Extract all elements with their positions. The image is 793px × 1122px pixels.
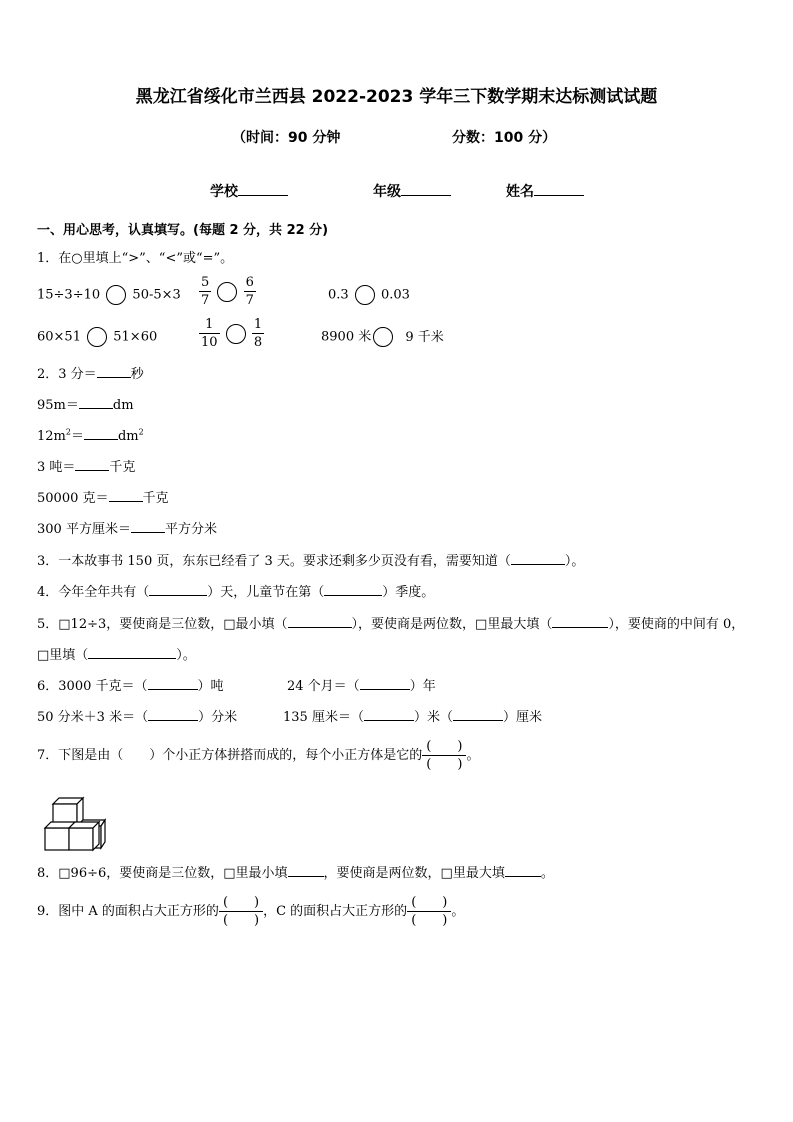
answer-blank[interactable] xyxy=(288,864,324,877)
answer-blank[interactable] xyxy=(97,365,131,378)
superscript: 2 xyxy=(65,427,71,437)
fraction xyxy=(199,318,220,349)
q9 xyxy=(37,896,464,927)
q6-unit: ）米（ xyxy=(413,710,453,725)
answer-blank[interactable] xyxy=(511,552,565,565)
q5-text: 5．□12÷3，要使商是三位数，□最小填（ xyxy=(37,617,288,632)
denominator: 7 xyxy=(201,293,210,308)
answer-blank[interactable] xyxy=(453,708,503,721)
denominator: ( ) xyxy=(407,911,451,927)
answer-blank[interactable] xyxy=(324,583,382,596)
fraction-blank[interactable] xyxy=(407,896,451,927)
answer-blank[interactable] xyxy=(109,489,143,502)
q6-unit: ）分米 xyxy=(198,710,238,725)
answer-blank[interactable] xyxy=(75,458,109,471)
q8-text: ，要使商是两位数，□里最大填 xyxy=(323,866,505,881)
q3-text: 3．一本故事书 150 页，东东已经看了 3 天。要求还剩多少页没有看，需要知道（ xyxy=(37,554,511,569)
q2-text: 95m＝ xyxy=(37,398,79,413)
expr-left: 15÷3÷10 xyxy=(37,287,101,303)
q2-text: 300 平方厘米＝ xyxy=(37,522,131,537)
q2-unit: dm xyxy=(112,398,134,413)
q1-prompt: 1．在○里填上“>”、“<”或“=”。 xyxy=(37,251,234,266)
grade-blank[interactable] xyxy=(401,183,451,196)
answer-blank[interactable] xyxy=(505,864,541,877)
numerator: ( ) xyxy=(222,895,260,910)
q6-unit: ）年 xyxy=(409,679,436,694)
q4-text: 4．今年全年共有（ xyxy=(37,585,150,600)
q6-unit: ）厘米 xyxy=(502,710,542,725)
name-blank[interactable] xyxy=(534,183,584,196)
q6-unit: ）吨 xyxy=(197,679,224,694)
q9-text: 9．图中 A 的面积占大正方形的 xyxy=(37,904,219,919)
q2-line4 xyxy=(37,458,135,474)
compare-circle[interactable] xyxy=(226,324,246,344)
q1-r1c3 xyxy=(328,285,410,305)
q6-line2a xyxy=(37,708,237,724)
section-heading: 一、用心思考，认真填写。(每题 2 分，共 22 分) xyxy=(37,223,329,238)
fraction xyxy=(244,276,256,307)
q1-r1c2 xyxy=(199,276,256,307)
name-field xyxy=(506,183,584,199)
q2-text: 3 吨＝ xyxy=(37,460,76,475)
q7-text: 7．下图是由（ ）个小正方体拼搭而成的，每个小正方体是它的 xyxy=(37,748,423,763)
expr-left: 8900 米 xyxy=(321,329,372,345)
q2-unit: 千克 xyxy=(109,460,136,475)
compare-circle[interactable] xyxy=(106,285,126,305)
grade-label: 年级 xyxy=(373,184,401,200)
q1-r1c1 xyxy=(37,285,181,305)
answer-blank[interactable] xyxy=(364,708,414,721)
compare-circle[interactable] xyxy=(373,327,393,347)
q4 xyxy=(37,583,434,599)
q1-r2c3 xyxy=(321,327,444,347)
q2-unit: 千克 xyxy=(142,491,169,506)
fraction xyxy=(199,276,211,307)
q2-line6 xyxy=(37,520,217,536)
q3 xyxy=(37,552,584,568)
fraction-blank[interactable] xyxy=(422,740,466,771)
exam-time: （时间：90 分钟 xyxy=(232,130,341,146)
q7 xyxy=(37,740,479,771)
q2-text: 2．3 分＝ xyxy=(37,367,97,382)
numerator: 5 xyxy=(201,275,210,290)
q2-line2 xyxy=(37,396,134,412)
q5-line2 xyxy=(37,646,196,662)
q1-r2c2 xyxy=(199,318,264,349)
numerator: 1 xyxy=(253,317,263,332)
q5-text: ），要使商的中间有 0， xyxy=(608,617,745,632)
q2-text: 12m xyxy=(37,429,66,444)
name-label: 姓名 xyxy=(506,184,534,200)
q6-line2b xyxy=(283,708,542,724)
q4-text: ）天，儿童节在第（ xyxy=(207,585,325,600)
q6-line1b xyxy=(287,677,436,693)
answer-blank[interactable] xyxy=(148,677,198,690)
q6-line1a xyxy=(37,677,224,693)
q4-end: ）季度。 xyxy=(382,585,435,600)
denominator: ( ) xyxy=(219,911,263,927)
denominator: 7 xyxy=(245,293,254,308)
expr-right: 50-5×3 xyxy=(132,287,181,303)
q5-end: ）。 xyxy=(176,648,196,663)
answer-blank[interactable] xyxy=(84,427,118,440)
expr-right: 9 千米 xyxy=(405,329,444,345)
q1-r2c1 xyxy=(37,327,157,347)
answer-blank[interactable] xyxy=(131,520,165,533)
q5-line1 xyxy=(37,615,744,631)
q7-end: 。 xyxy=(466,748,480,763)
q5-text: □里填（ xyxy=(37,648,89,663)
numerator: ( ) xyxy=(426,739,463,754)
numerator: 1 xyxy=(205,317,214,332)
q6-text: 24 个月＝（ xyxy=(287,679,360,694)
exam-score: 分数：100 分） xyxy=(452,130,557,146)
q9-end: 。 xyxy=(451,904,465,919)
school-blank[interactable] xyxy=(238,183,288,196)
q2-line5 xyxy=(37,489,169,505)
denominator: ( ) xyxy=(422,755,466,771)
page-title: 黑龙江省绥化市兰西县 2022-2023 学年三下数学期末达标测试试题 xyxy=(135,87,658,107)
cube-bottom-front xyxy=(69,822,99,850)
q8-text: 8．□96÷6，要使商是三位数，□里最小填 xyxy=(37,866,288,881)
fraction-blank[interactable] xyxy=(219,896,263,927)
numerator: ( ) xyxy=(411,895,448,910)
compare-circle[interactable] xyxy=(87,327,107,347)
q5-text: ），要使商是两位数，□里最大填（ xyxy=(351,617,553,632)
denominator: 8 xyxy=(253,335,263,350)
q6-text: 135 厘米＝（ xyxy=(283,710,364,725)
superscript: 2 xyxy=(138,427,144,437)
cube-stack-figure xyxy=(43,796,107,852)
expr-right: 0.03 xyxy=(380,287,410,303)
q6-text: 50 分米＋3 米＝（ xyxy=(37,710,149,725)
answer-blank[interactable] xyxy=(288,615,352,628)
answer-blank[interactable] xyxy=(88,646,176,659)
q2-unit: 秒 xyxy=(130,367,144,382)
q6-text: 6．3000 千克＝（ xyxy=(37,679,148,694)
expr-right: 51×60 xyxy=(113,329,158,345)
q2-line3 xyxy=(37,427,144,443)
fraction xyxy=(252,318,264,349)
grade-field xyxy=(373,183,451,199)
q2-unit: 平方分米 xyxy=(164,522,217,537)
q8 xyxy=(37,864,554,880)
q9-text: ，C 的面积占大正方形的 xyxy=(263,904,408,919)
q8-end: 。 xyxy=(540,866,554,881)
answer-blank[interactable] xyxy=(79,396,113,409)
q2-text: 50000 克＝ xyxy=(37,491,109,506)
compare-circle[interactable] xyxy=(217,282,237,302)
school-field xyxy=(210,183,288,199)
denominator: 10 xyxy=(201,335,218,350)
answer-blank[interactable] xyxy=(360,677,410,690)
q3-end: ）。 xyxy=(564,554,585,569)
q2-unit: dm xyxy=(117,429,139,444)
equals-sign: ＝ xyxy=(70,429,84,444)
school-label: 学校 xyxy=(210,184,238,200)
answer-blank[interactable] xyxy=(149,583,207,596)
answer-blank[interactable] xyxy=(552,615,608,628)
numerator: 6 xyxy=(245,275,254,290)
compare-circle[interactable] xyxy=(355,285,375,305)
expr-left: 0.3 xyxy=(328,287,349,303)
expr-left: 60×51 xyxy=(37,329,81,345)
answer-blank[interactable] xyxy=(148,708,198,721)
q2-line1 xyxy=(37,365,144,381)
